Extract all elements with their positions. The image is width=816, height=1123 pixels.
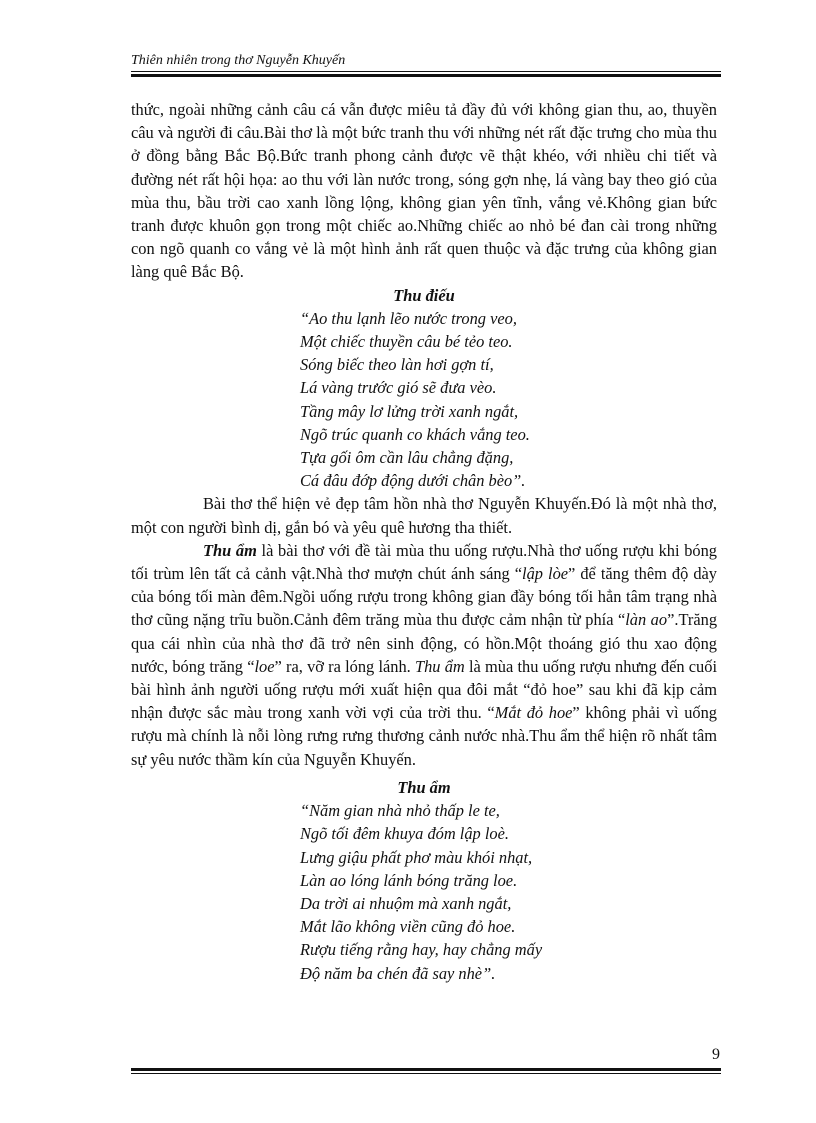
poem-line: “Năm gian nhà nhỏ thấp le te, (300, 801, 500, 821)
text-span: ”.Trăng qua cái nhìn của nhà thơ đã trở nên sinh động, có hồn.Một thoáng gió thu xao động nước, bóng trăng “ (131, 610, 718, 676)
poem-title-thu-dieu: Thu điếu (393, 285, 455, 305)
poem-line: Da trời ai nhuộm mà xanh ngắt, (300, 893, 512, 913)
footer-rule-thick (131, 1068, 721, 1071)
poem-line: Lá vàng trước gió sẽ đưa vèo. (300, 378, 497, 398)
poem-line: Sóng biếc theo làn hơi gợn tí, (300, 355, 494, 375)
emphasis-lan-ao: làn ao (625, 610, 668, 630)
poem-line: Tầng mây lơ lửng trời xanh ngắt, (300, 401, 519, 421)
poem-thu-dieu (131, 307, 717, 493)
poem-thu-am (131, 799, 717, 985)
text-span: ” để tăng thêm độ dày của bóng tối màn đêm.Ngồi uống rượu trong không gian đầy bóng tối hẳn tâm trạng nhà thơ cũng nặng trĩu buồn.Cảnh đêm trăng mùa thu được cảm nhận từ phía “ (131, 564, 717, 630)
emphasis-thu-am-2: Thu ẩm (414, 656, 465, 676)
emphasis-thu-am: Thu ẩm (203, 540, 257, 560)
emphasis-mat-do-hoe: Mắt đỏ hoe (494, 703, 573, 723)
poem-line: Lưng giậu phất phơ màu khói nhạt, (300, 847, 533, 867)
poem-title-thu-am: Thu ẩm (397, 777, 451, 797)
text-span: là mùa thu uống rượu nhưng đến cuối bài hình ảnh người uống rượu mới xuất hiện qua đôi mắt “đỏ hoe” sau khi đã kịp cảm nhận được sắc màu trong xanh vời vợi của trời thu. “ (131, 656, 717, 723)
emphasis-lap-loe: lập lòe (522, 564, 569, 584)
page-number: 9 (712, 1046, 720, 1063)
poem-line: Ngõ trúc quanh co khách vắng teo. (300, 424, 530, 444)
poem-line: Tựa gối ôm cần lâu chẳng đặng, (300, 448, 514, 468)
header-rule-thin (131, 71, 721, 72)
poem-line: Mắt lão không viền cũng đỏ hoe. (300, 917, 516, 937)
footer-rule-thin (131, 1073, 721, 1074)
text-span: là bài thơ với đề tài mùa thu uống rượu.Nhà thơ uống rượu khi bóng tối trùm lên tất cả cảnh vật.Nhà thơ mượn chút ánh sáng “ (131, 540, 717, 584)
page-body (131, 98, 717, 985)
poem-line: Cá đâu đớp động dưới chân bèo”. (300, 471, 526, 491)
header-rule-thick (131, 74, 721, 77)
poem-line: Rượu tiếng rằng hay, hay chẳng mấy (300, 940, 543, 960)
text-span: ” ra, vỡ ra lóng lánh. (274, 656, 415, 676)
running-header: Thiên nhiên trong thơ Nguyễn Khuyến (131, 53, 346, 68)
poem-line: Một chiếc thuyền câu bé tẻo teo. (300, 332, 513, 352)
poem-line: Làn ao lóng lánh bóng trăng loe. (300, 870, 518, 890)
intro-paragraph: thức, ngoài những cảnh câu cá vẫn được miêu tả đầy đủ với không gian thu, ao, thuyền câu và người đi câu.Bài thơ là một bức tranh thu với những nét rất đặc trưng cho mùa thu ở đồng bằng Bắc Bộ.Bức tranh phong cảnh được vẽ thật khéo, với nhiều chi tiết và đường nét rất hội họa: ao thu với làn nước trong, sóng gợn nhẹ, lá vàng bay theo gió của mùa thu, bầu trời cao xanh lồng lộng, không gian yên tĩnh, vắng vẻ.Không gian bức tranh được khuôn gọn trong một chiếc ao.Những chiếc ao nhỏ bé đan cài trong những con ngõ quanh co vắng vẻ là một hình ảnh rất quen thuộc và đặc trưng của không gian làng quê Bắc Bộ. (131, 100, 717, 282)
paragraph-soul: Bài thơ thể hiện vẻ đẹp tâm hồn nhà thơ Nguyễn Khuyến.Đó là một nhà thơ, một con người bình dị, gắn bó và yêu quê hương tha thiết. (131, 494, 717, 537)
emphasis-loe: loe (254, 656, 275, 676)
paragraph-thu-am (131, 539, 717, 771)
text-span: ” không phải vì uống rượu mà chính là nỗi lòng rưng rưng thương cảnh nước nhà.Thu ẩm thể hiện rõ nhất tâm sự yêu nước thầm kín của Nguyễn Khuyến. (131, 703, 717, 769)
poem-line: “Ao thu lạnh lẽo nước trong veo, (300, 308, 517, 328)
poem-line: Độ năm ba chén đã say nhè”. (300, 963, 496, 983)
poem-line: Ngõ tối đêm khuya đóm lập loè. (300, 824, 509, 844)
